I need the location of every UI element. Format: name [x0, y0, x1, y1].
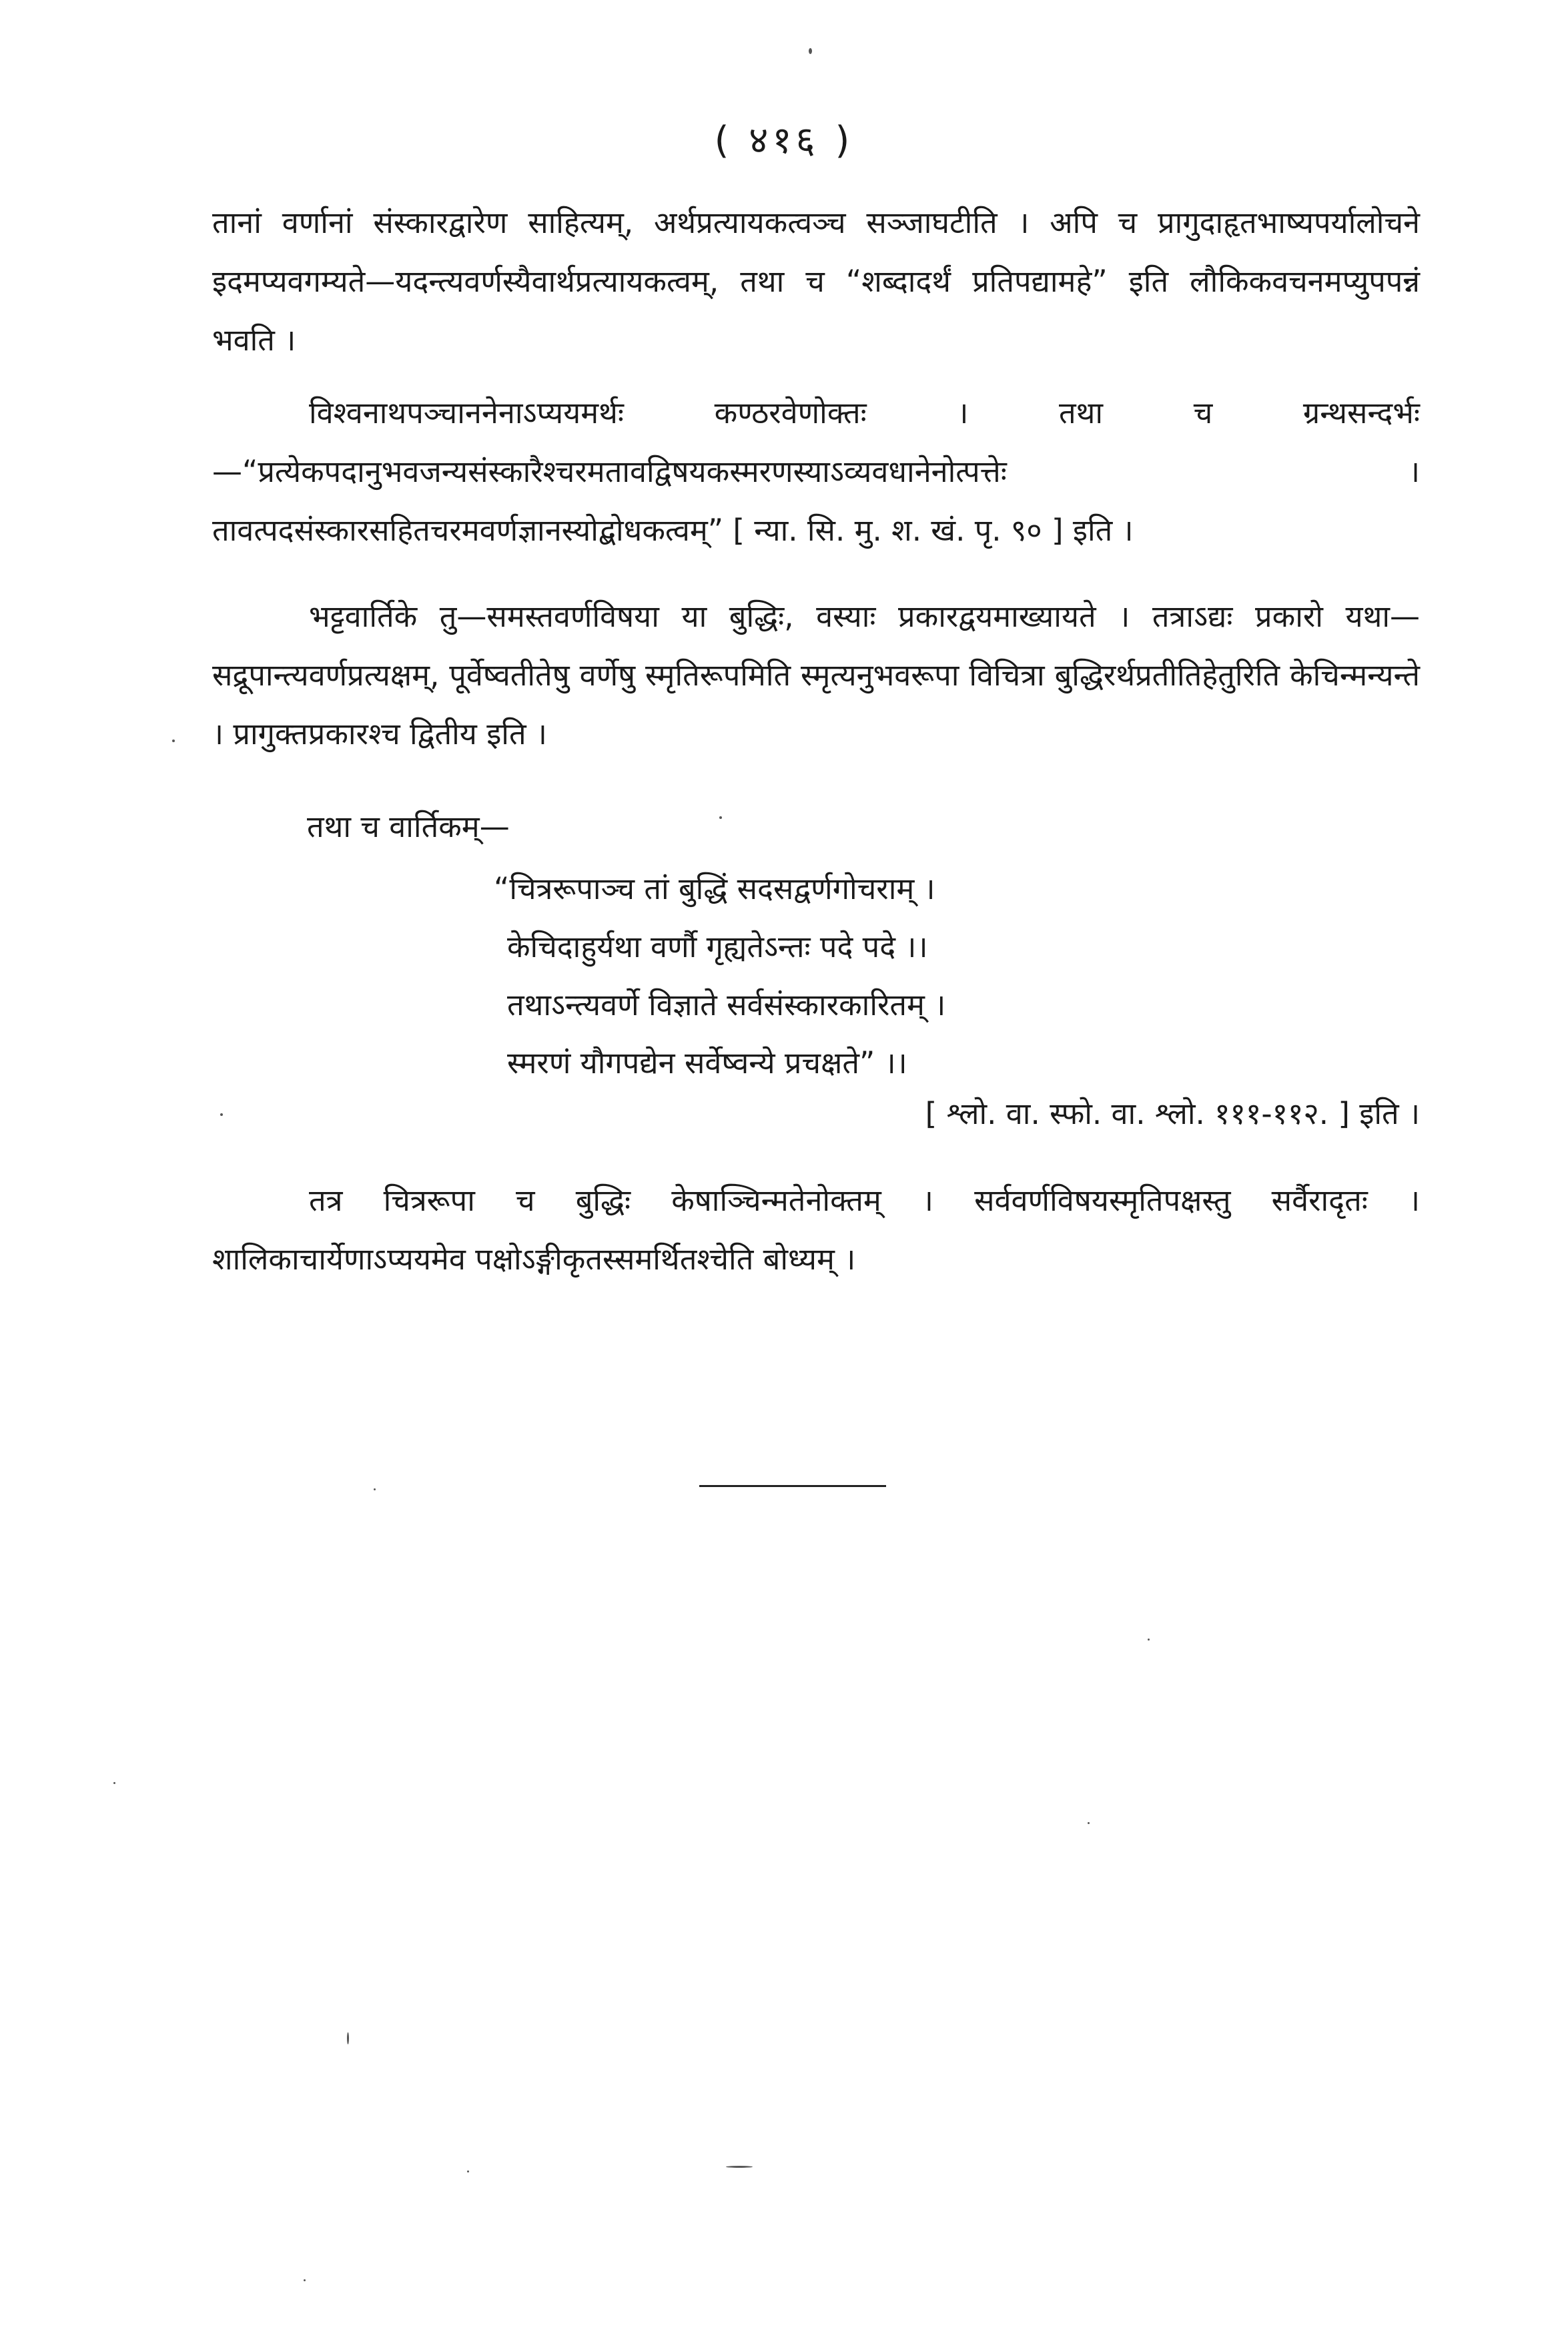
paragraph-4: तत्र चित्ररूपा च बुद्धिः केषाञ्चिन्मतेनोक्तम् । सर्ववर्णविषयस्मृतिपक्षस्तु सर्वैरादृतः । शालिकाचार्येणाऽप्ययमेव पक्षोऽङ्गीकृतस्समर्थितश्चेति बोध्यम् ।: [212, 1183, 1420, 1277]
verse-line: तथाऽन्त्यवर्णे विज्ञाते सर्वसंस्कारकारितम् ।: [507, 987, 946, 1023]
verse-line: “चित्ररूपाञ्च तां बुद्धिं सदसद्वर्णगोचराम् ।: [494, 871, 935, 906]
scan-speck: [374, 1488, 376, 1490]
scan-speck: [113, 1782, 115, 1784]
verse-line: स्मरणं यौगपद्येन सर्वेष्वन्ये प्रचक्षते” ।।: [507, 1045, 907, 1081]
scan-speck: [347, 2032, 349, 2044]
verse-line: केचिदाहुर्यथा वर्णौ गृह्यतेऽन्तः पदे पदे ।।: [507, 929, 928, 964]
verse-reference: [ श्लो. वा. स्फो. वा. श्लो. १११-११२. ] इति ।: [925, 1096, 1420, 1131]
scan-speck: [467, 2170, 469, 2172]
end-rule: [699, 1485, 886, 1487]
verse-intro: तथा च वार्तिकम्—: [307, 809, 510, 844]
scan-speck: [809, 48, 812, 54]
verse-block: [494, 860, 1161, 1092]
paragraph-2: विश्वनाथपञ्चाननेनाऽप्ययमर्थः कण्ठरवेणोक्तः । तथा च ग्रन्थसन्दर्भः—“प्रत्येकपदानुभवजन्यसंस्कारैश्चरमतावद्विषयकस्मरणस्याऽव्यवधानेनोत्पत्तेः । तावत्पदसंस्कारसहितचरमवर्णज्ञानस्योद्बोधकत्वम्” [ न्या. सि. मु. श. खं. पृ. ९० ] इति ।: [212, 395, 1420, 548]
scan-speck: [172, 740, 175, 742]
scan-speck: [1088, 1822, 1090, 1824]
paragraph-1: तानां वर्णानां संस्कारद्वारेण साहित्यम्, अर्थप्रत्यायकत्वञ्च सञ्जाघटीति । अपि च प्रागुदाहृतभाष्यपर्यालोचने इदमप्यवगम्यते—यदन्त्यवर्णस्यैवार्थप्रत्यायकत्वम्, तथा च “शब्दादर्थं प्रतिपद्यामहे” इति लौकिकवचनमप्युपपन्नं भवति ।: [212, 205, 1420, 358]
scan-speck: [304, 2279, 306, 2281]
scan-speck: [726, 2166, 753, 2168]
paragraph-3: भट्टवार्तिके तु—समस्तवर्णविषया या बुद्धिः, वस्याः प्रकारद्वयमाख्यायते । तत्राऽद्यः प्रकारो यथा—सद्रूपान्त्यवर्णप्रत्यक्षम्, पूर्वेष्वतीतेषु वर्णेषु स्मृतिरूपमिति स्मृत्यनुभवरूपा विचित्रा बुद्धिरर्थप्रतीतिहेतुरिति केचिन्मन्यन्ते । प्रागुक्तप्रकारश्च द्वितीय इति ।: [212, 599, 1420, 752]
scan-speck: [1148, 1639, 1150, 1641]
page-number: ( ४१६ ): [714, 119, 854, 162]
scan-speck: [220, 1113, 223, 1116]
scan-speck: [719, 816, 722, 819]
